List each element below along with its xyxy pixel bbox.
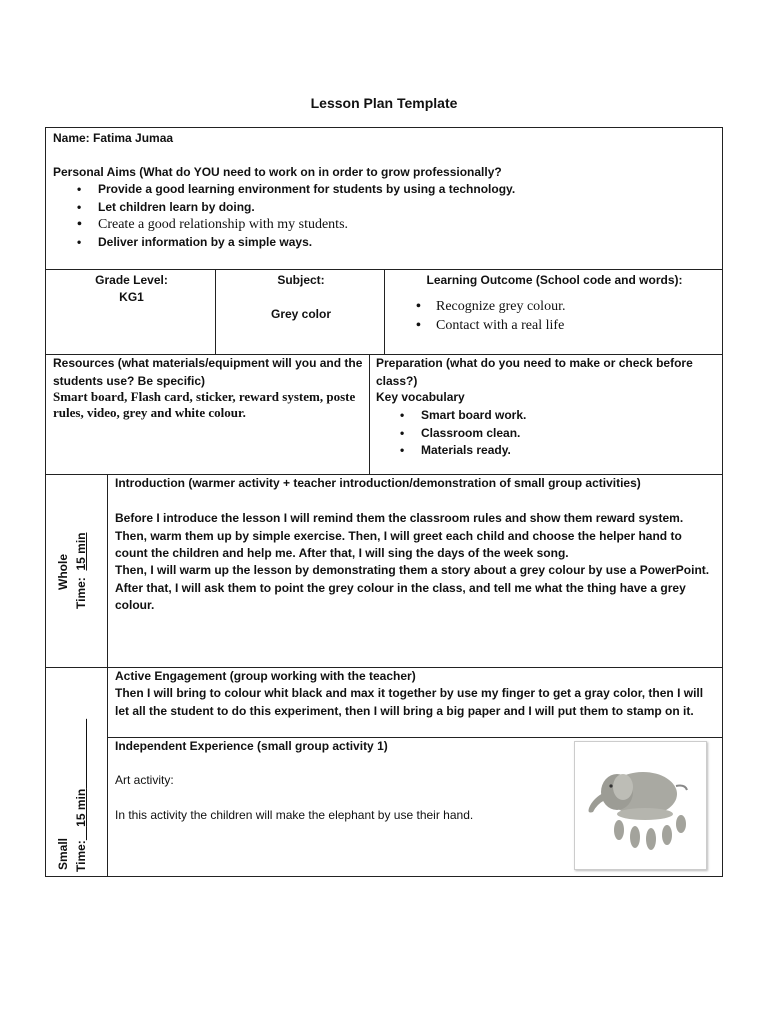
page-title: Lesson Plan Template xyxy=(310,95,458,111)
grade-label: Grade Level: xyxy=(95,273,168,287)
preparation-heading: Preparation (what do you need to make or check before class?) xyxy=(376,356,693,388)
art-activity-label: Art activity: xyxy=(115,773,174,787)
elephant-handprint-image xyxy=(574,741,707,870)
subject-label: Subject: xyxy=(277,273,325,287)
small-time: Time: 15 min xyxy=(74,788,88,872)
introduction-heading: Introduction (warmer activity + teacher introduction/demonstration of small group activities) xyxy=(115,476,641,490)
teacher-name: Name: Fatima Jumaa xyxy=(53,131,174,145)
list-item: • Smart board work. xyxy=(376,407,716,425)
independent-experience-cell xyxy=(107,737,723,877)
key-vocabulary-label: Key vocabulary xyxy=(376,390,465,404)
whole-label: Whole xyxy=(56,554,70,590)
list-item: • Let children learn by doing. xyxy=(53,199,713,217)
whole-label-cell xyxy=(45,474,108,668)
introduction-cell xyxy=(107,474,723,668)
active-engagement-cell xyxy=(107,667,723,738)
small-label-cell xyxy=(45,667,108,877)
subject-cell xyxy=(215,269,385,355)
outcome-cell xyxy=(384,269,723,355)
independent-heading: Independent Experience (small group activity 1) xyxy=(115,739,388,753)
list-item: • Deliver information by a simple ways. xyxy=(53,234,713,252)
preparation-list xyxy=(376,407,716,460)
grade-cell xyxy=(45,269,216,355)
outcome-list xyxy=(394,297,714,335)
list-item: • Provide a good learning environment for students by using a technology. xyxy=(53,181,713,199)
active-engagement-heading: Active Engagement (group working with the teacher) xyxy=(115,669,416,683)
resources-heading: Resources (what materials/equipment will you and the students use? Be specific) xyxy=(53,356,363,388)
resources-text: Smart board, Flash card, sticker, reward system, poste rules, video, grey and white colour. xyxy=(53,389,356,420)
small-label: Small xyxy=(56,837,70,870)
outcome-label: Learning Outcome (School code and words): xyxy=(426,273,683,287)
introduction-text-2: Then, I will warm up the lesson by demonstrating them a story about a grey colour by use a PowerPoint. After that, I will ask them to point the grey colour in the class, and tell me what the thing have a grey colour. xyxy=(115,563,710,612)
art-activity-text: In this activity the children will make the elephant by use their hand. xyxy=(115,808,474,822)
personal-aims-list xyxy=(53,181,713,251)
personal-aims-heading: Personal Aims (What do YOU need to work on in order to grow professionally? xyxy=(53,165,502,179)
grade-value: KG1 xyxy=(119,290,144,304)
list-item: • Classroom clean. xyxy=(376,425,716,443)
resources-cell xyxy=(45,354,370,475)
preparation-cell xyxy=(369,354,723,475)
list-item: • Contact with a real life xyxy=(394,316,714,335)
list-item: • Materials ready. xyxy=(376,442,716,460)
personal-aims-cell xyxy=(45,127,723,270)
list-item: • Recognize grey colour. xyxy=(394,297,714,316)
subject-value: Grey color xyxy=(270,307,332,321)
active-engagement-text: Then I will bring to colour whit black and max it together by use my finger to get a gray color, then I will let all the student to do this experiment, then I will bring a big paper and I will put them to stamp on it. xyxy=(115,686,704,718)
introduction-text-1: Before I introduce the lesson I will remind them the classroom rules and show them reward system. Then, warm them up by simple exercise. Then, I will greet each child and choose the helper hand to count the children and help me. After that, I will sing the days of the week song. xyxy=(115,511,684,560)
list-item: • Create a good relationship with my students. xyxy=(53,216,713,234)
whole-time: Time: 15 min xyxy=(74,532,88,609)
